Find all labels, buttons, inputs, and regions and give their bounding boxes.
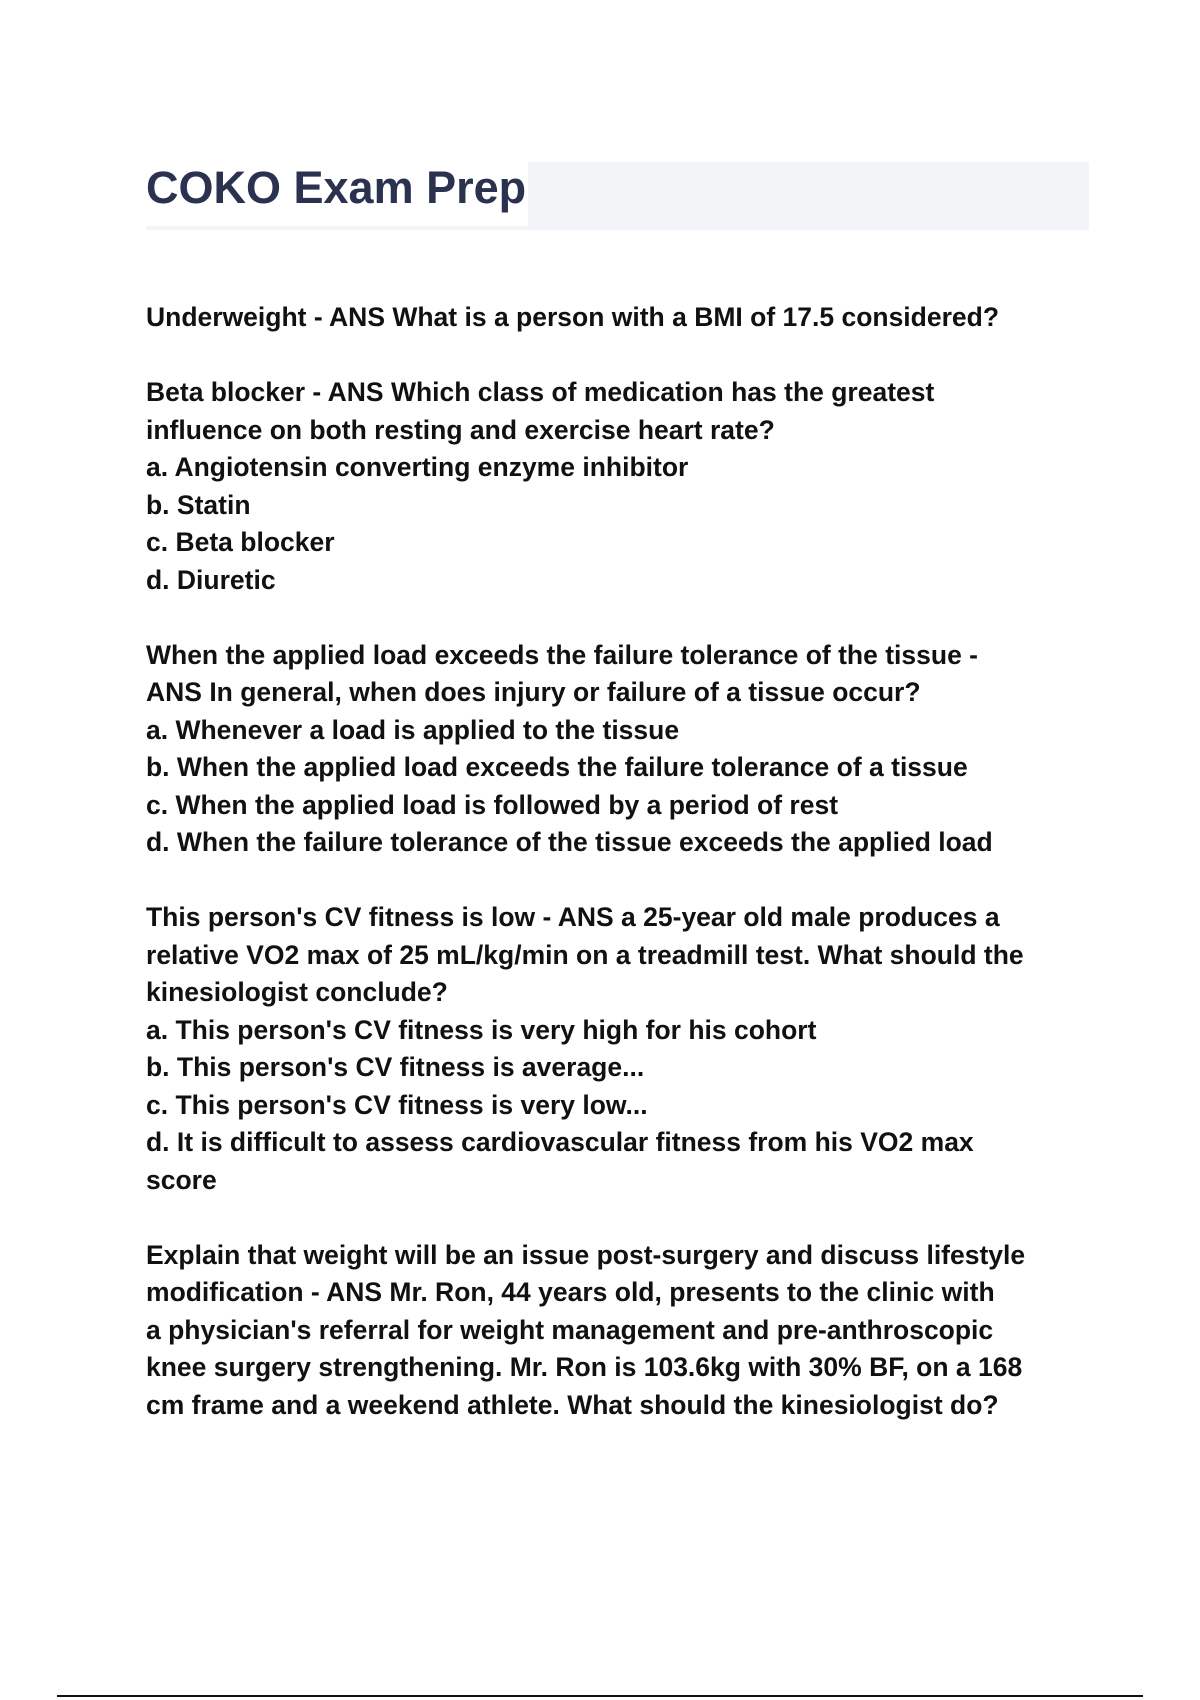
qa-text-line: cm frame and a weekend athlete. What should the kinesiologist do? — [146, 1389, 999, 1420]
answer-option: b. Statin — [146, 489, 251, 520]
document-body — [146, 299, 1096, 1462]
qa-text-line: Beta blocker - ANS Which class of medication has the greatest — [146, 377, 935, 407]
qa-text-line: ANS In general, when does injury or failure of a tissue occur? — [146, 677, 921, 707]
answer-option: d. When the failure tolerance of the tissue exceeds the applied load — [146, 827, 993, 857]
answer-option: score — [146, 1164, 217, 1195]
answer-option: c. Beta blocker — [146, 527, 335, 557]
page-title: COKO Exam Prep — [146, 158, 528, 226]
footer-divider — [57, 1695, 1143, 1697]
answer-option: d. It is difficult to assess cardiovascular fitness from his VO2 max — [146, 1127, 974, 1157]
qa-item-bmi — [146, 299, 1096, 337]
qa-item-tissue-failure — [146, 637, 1096, 862]
answer-option: a. Whenever a load is applied to the tissue — [146, 714, 680, 745]
qa-text-line: Underweight - ANS What is a person with a BMI of 17.5 considered? — [146, 302, 1000, 332]
answer-option: a. This person's CV fitness is very high for his cohort — [146, 1014, 817, 1045]
answer-option: c. When the applied load is followed by a period of rest — [146, 789, 839, 820]
answer-option: b. This person's CV fitness is average... — [146, 1052, 645, 1082]
qa-text-line: modification - ANS Mr. Ron, 44 years old, presents to the clinic with — [146, 1277, 995, 1307]
qa-item-beta-blocker — [146, 374, 1096, 599]
qa-text-line: influence on both resting and exercise heart rate? — [146, 414, 775, 445]
answer-option: b. When the applied load exceeds the failure tolerance of a tissue — [146, 752, 968, 782]
qa-text-line: kinesiologist conclude? — [146, 977, 448, 1007]
answer-option: c. This person's CV fitness is very low... — [146, 1089, 648, 1120]
qa-text-line: When the applied load exceeds the failure tolerance of the tissue - — [146, 639, 978, 670]
answer-option: a. Angiotensin converting enzyme inhibitor — [146, 452, 689, 482]
qa-text-line: knee surgery strengthening. Mr. Ron is 103.6kg with 30% BF, on a 168 — [146, 1352, 1023, 1382]
qa-text-line: This person's CV fitness is low - ANS a 25-year old male produces a — [146, 902, 1000, 932]
qa-text-line: relative VO2 max of 25 mL/kg/min on a treadmill test. What should the — [146, 939, 1024, 970]
answer-option: d. Diuretic — [146, 564, 276, 595]
qa-text-line: Explain that weight will be an issue post-surgery and discuss lifestyle — [146, 1239, 1026, 1270]
qa-text-line: a physician's referral for weight management and pre-anthroscopic — [146, 1314, 994, 1345]
qa-item-vo2-max — [146, 899, 1096, 1199]
qa-item-weight-management — [146, 1237, 1096, 1425]
